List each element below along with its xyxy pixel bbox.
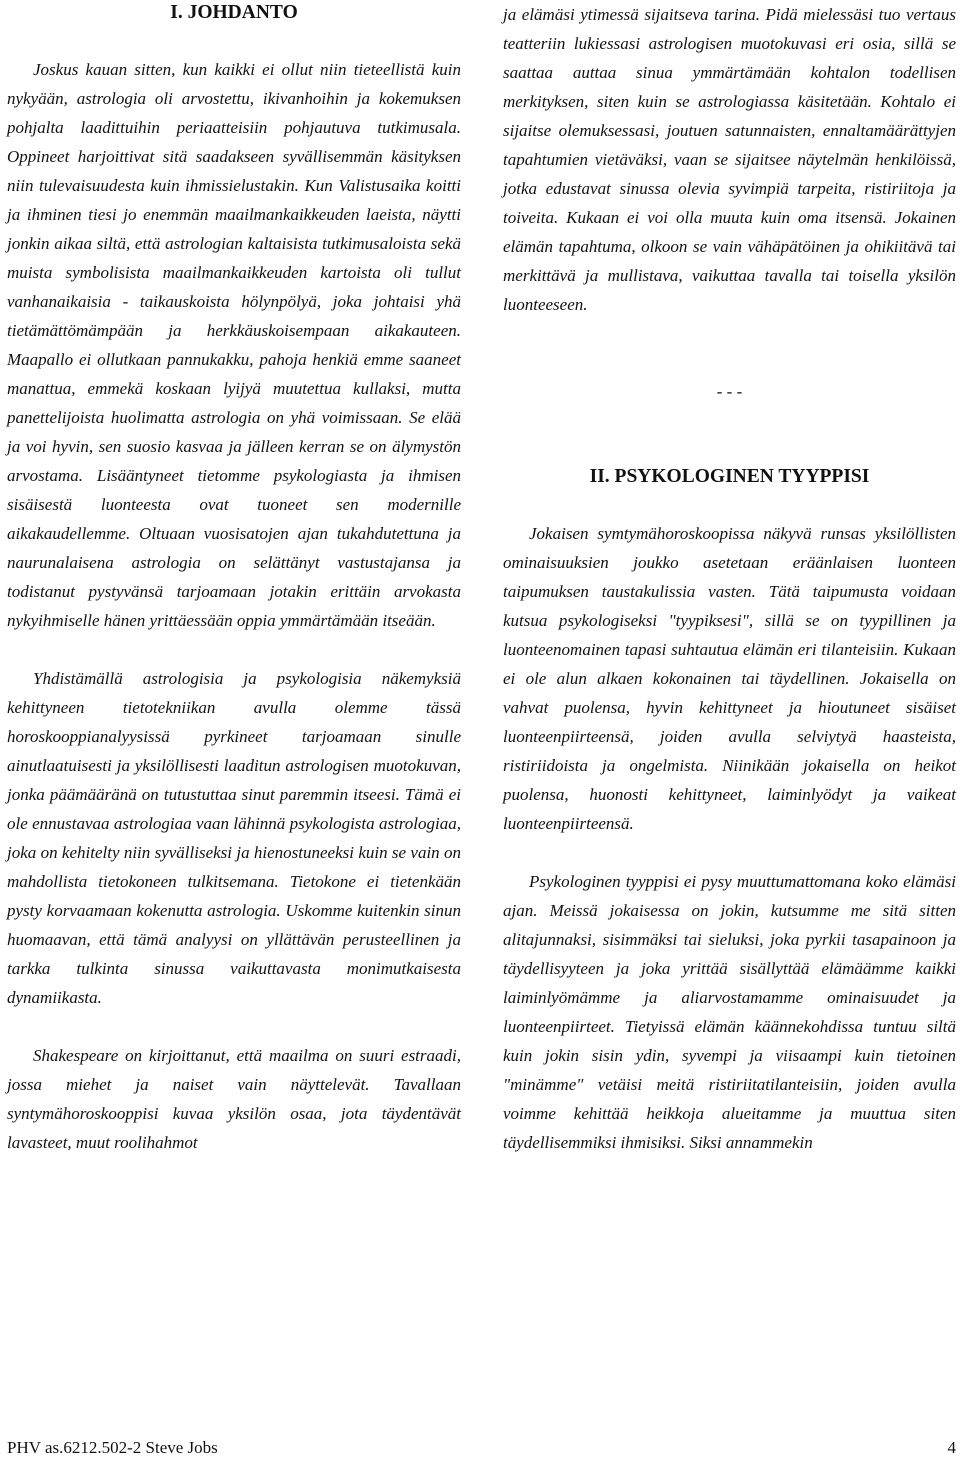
intro-paragraph-1: Joskus kauan sitten, kun kaikki ei ollut niin tieteellistä kuin nykyään, astrologia oli arvostettu, ikivanhoihin ja kokemuksen pohjalta laadittuihin periaatteisiin pohjautuva tutkimusala. Oppineet harjoittivat sitä saadakseen syvällisemmän käsityksen niin tulevaisuudesta kuin ihmissielustakin. Kun Valistusaika koitti ja ihminen tiesi jo enemmän maailmankaikkeuden laeista, näytti jonkin aikaa siltä, että astrologian kaltaisista tutkimusaloista sekä muista symbolisista maailmankaikkeuden kartoista oli tullut vanhanaikaisia - taikauskoista hölynpölyä, joka johtaisi yhä tietämättömämpään ja herkkäuskoisempaan aikakauteen. Maapallo ei ollutkaan pannukakku, pahoja henkiä emme saaneet manattua, emmekä koskaan lyijyä muutettua kullaksi, mutta panettelijoista huolimatta astrologia on yhä voimissaan. Se elää ja voi hyvin, sen suosio kasvaa ja jälleen kerran se on älymystön arvostama. Lisääntyneet tietomme psykologiasta ja ihmisen sisäisestä luonteesta ovat tuoneet sen modernille aikakaudellemme. Oltuaan vuosisatojen ajan tukahdutettuna ja naurunalaisena astrologia on selättänyt vastustajansa ja todistanut pystyvänsä tarjoamaan jotakin erittäin arvokasta nykyihmiselle hänen yrittäessään oppia ymmärtämään itseään. [7, 60, 461, 630]
intro-paragraph-3: Shakespeare on kirjoittanut, että maailma on suuri estraadi, jossa miehet ja naiset vain näyttelevät. Tavallaan syntymähoroskooppisi kuvaa yksilön osaa, jota täydentävät lavasteet, muut roolihahmot [7, 1046, 461, 1152]
page-footer [7, 1438, 956, 1458]
left-column [7, 0, 461, 1157]
right-column [503, 0, 956, 1157]
section-divider: - - - [716, 382, 743, 401]
type-paragraph-1: Jokaisen symtymähoroskoopissa näkyvä runsas yksilöllisten ominaisuuksien joukko asetetaan eräänlaisen luonteen taipumuksen taustakulissia vasten. Tätä taipumusta voidaan kutsua psykologiseksi "tyypiksesi", sillä se on tyypillinen ja luonteenomainen tapasi suhtautua elämän eri tilanteisiin. Kukaan ei ole alun alkaen kokonainen tai täydellinen. Jokaisella on vahvat puolensa, hyvin kehittyneet ja hioutuneet sisäiset luonteenpiirteensä, joiden avulla selviytyä haasteista, ristiriidoista ja ongelmista. Niinikään jokaisella on heikot puolensa, huonosti kehittyneet, laiminlyödyt ja vaikeat luonteenpiirteensä. [503, 524, 956, 833]
intro-paragraph-2: Yhdistämällä astrologisia ja psykologisia näkemyksiä kehittyneen tietotekniikan avulla olemme tässä horoskooppianalyysissä pyrkineet tarjoamaan sinulle ainutlaatuisesti ja yksilöllisesti laaditun astrologisen muotokuvan, jonka päämääränä on tutustuttaa sinut paremmin itseesi. Tämä ei ole ennustavaa astrologiaa vaan lähinnä psykologista astrologiaa, joka on kehitelty niin syvälliseksi ja hienostuneeksi kuin se vain on mahdollista tietokoneen tulkitsemana. Tietokone ei tietenkään pysty korvaamaan kokenutta astrologia. Uskomme kuitenkin sinun huomaavan, että tämä analyysi on yllättävän perusteellinen ja tarkka tulkinta sinussa vaikuttavasta monimutkaisesta dynamiikasta. [7, 669, 461, 1007]
page-number: 4 [947, 1438, 956, 1457]
footer-document-id: PHV as.6212.502-2 Steve Jobs [7, 1438, 218, 1457]
type-paragraph-2: Psykologinen tyyppisi ei pysy muuttumattomana koko elämäsi ajan. Meissä jokaisessa on jokin, kutsumme me sitä sitten alitajunnaksi, sisimmäksi tai sieluksi, joka pyrkii tasapainoon ja täydellisyyteen ja joka yrittää sisällyttää elämäämme kaikki laiminlyömämme ja aliarvostamamme ominaisuudet ja luonteenpiirteet. Tietyissä elämän käännekohdissa tuntuu siltä kuin jokin sisin ydin, syvempi ja viisaampi kuin tietoinen "minämme" vetäisi meitä ristiriitatilanteisiin, joiden avulla voimme kehittää heikkoja alueitamme ja muuttua siten täydellisemmiksi ihmisiksi. Siksi annammekin [503, 872, 956, 1152]
section-heading-psykologinen-tyyppisi: II. PSYKOLOGINEN TYYPPISI [589, 466, 870, 487]
intro-paragraph-3-continued: ja elämäsi ytimessä sijaitseva tarina. Pidä mielessäsi tuo vertaus teatteriin lukiessasi astrologisen muotokuvasi eri osia, sillä se saattaa auttaa sinua ymmärtämään kohtalon todellisen merkityksen, siten kuin se astrologiassa käsitetään. Kohtalo ei sijaitse olemuksessasi, joutuen satunnaisten, ennaltamäärättyjen tapahtumien vietäväksi, vaan se sijaitsee näytelmän henkilöissä, jotka edustavat sinussa olevia syvimpiä tarpeita, ristiriitoja ja toiveita. Kukaan ei voi olla muuta kuin oma itsensä. Jokainen elämän tapahtuma, olkoon se vain vähäpätöinen ja ohikiitävä tai merkittävä ja mullistava, vaikuttaa tavalla tai toisella yksilön luonteeseen. [503, 5, 956, 314]
section-heading-johdanto: I. JOHDANTO [170, 2, 298, 23]
